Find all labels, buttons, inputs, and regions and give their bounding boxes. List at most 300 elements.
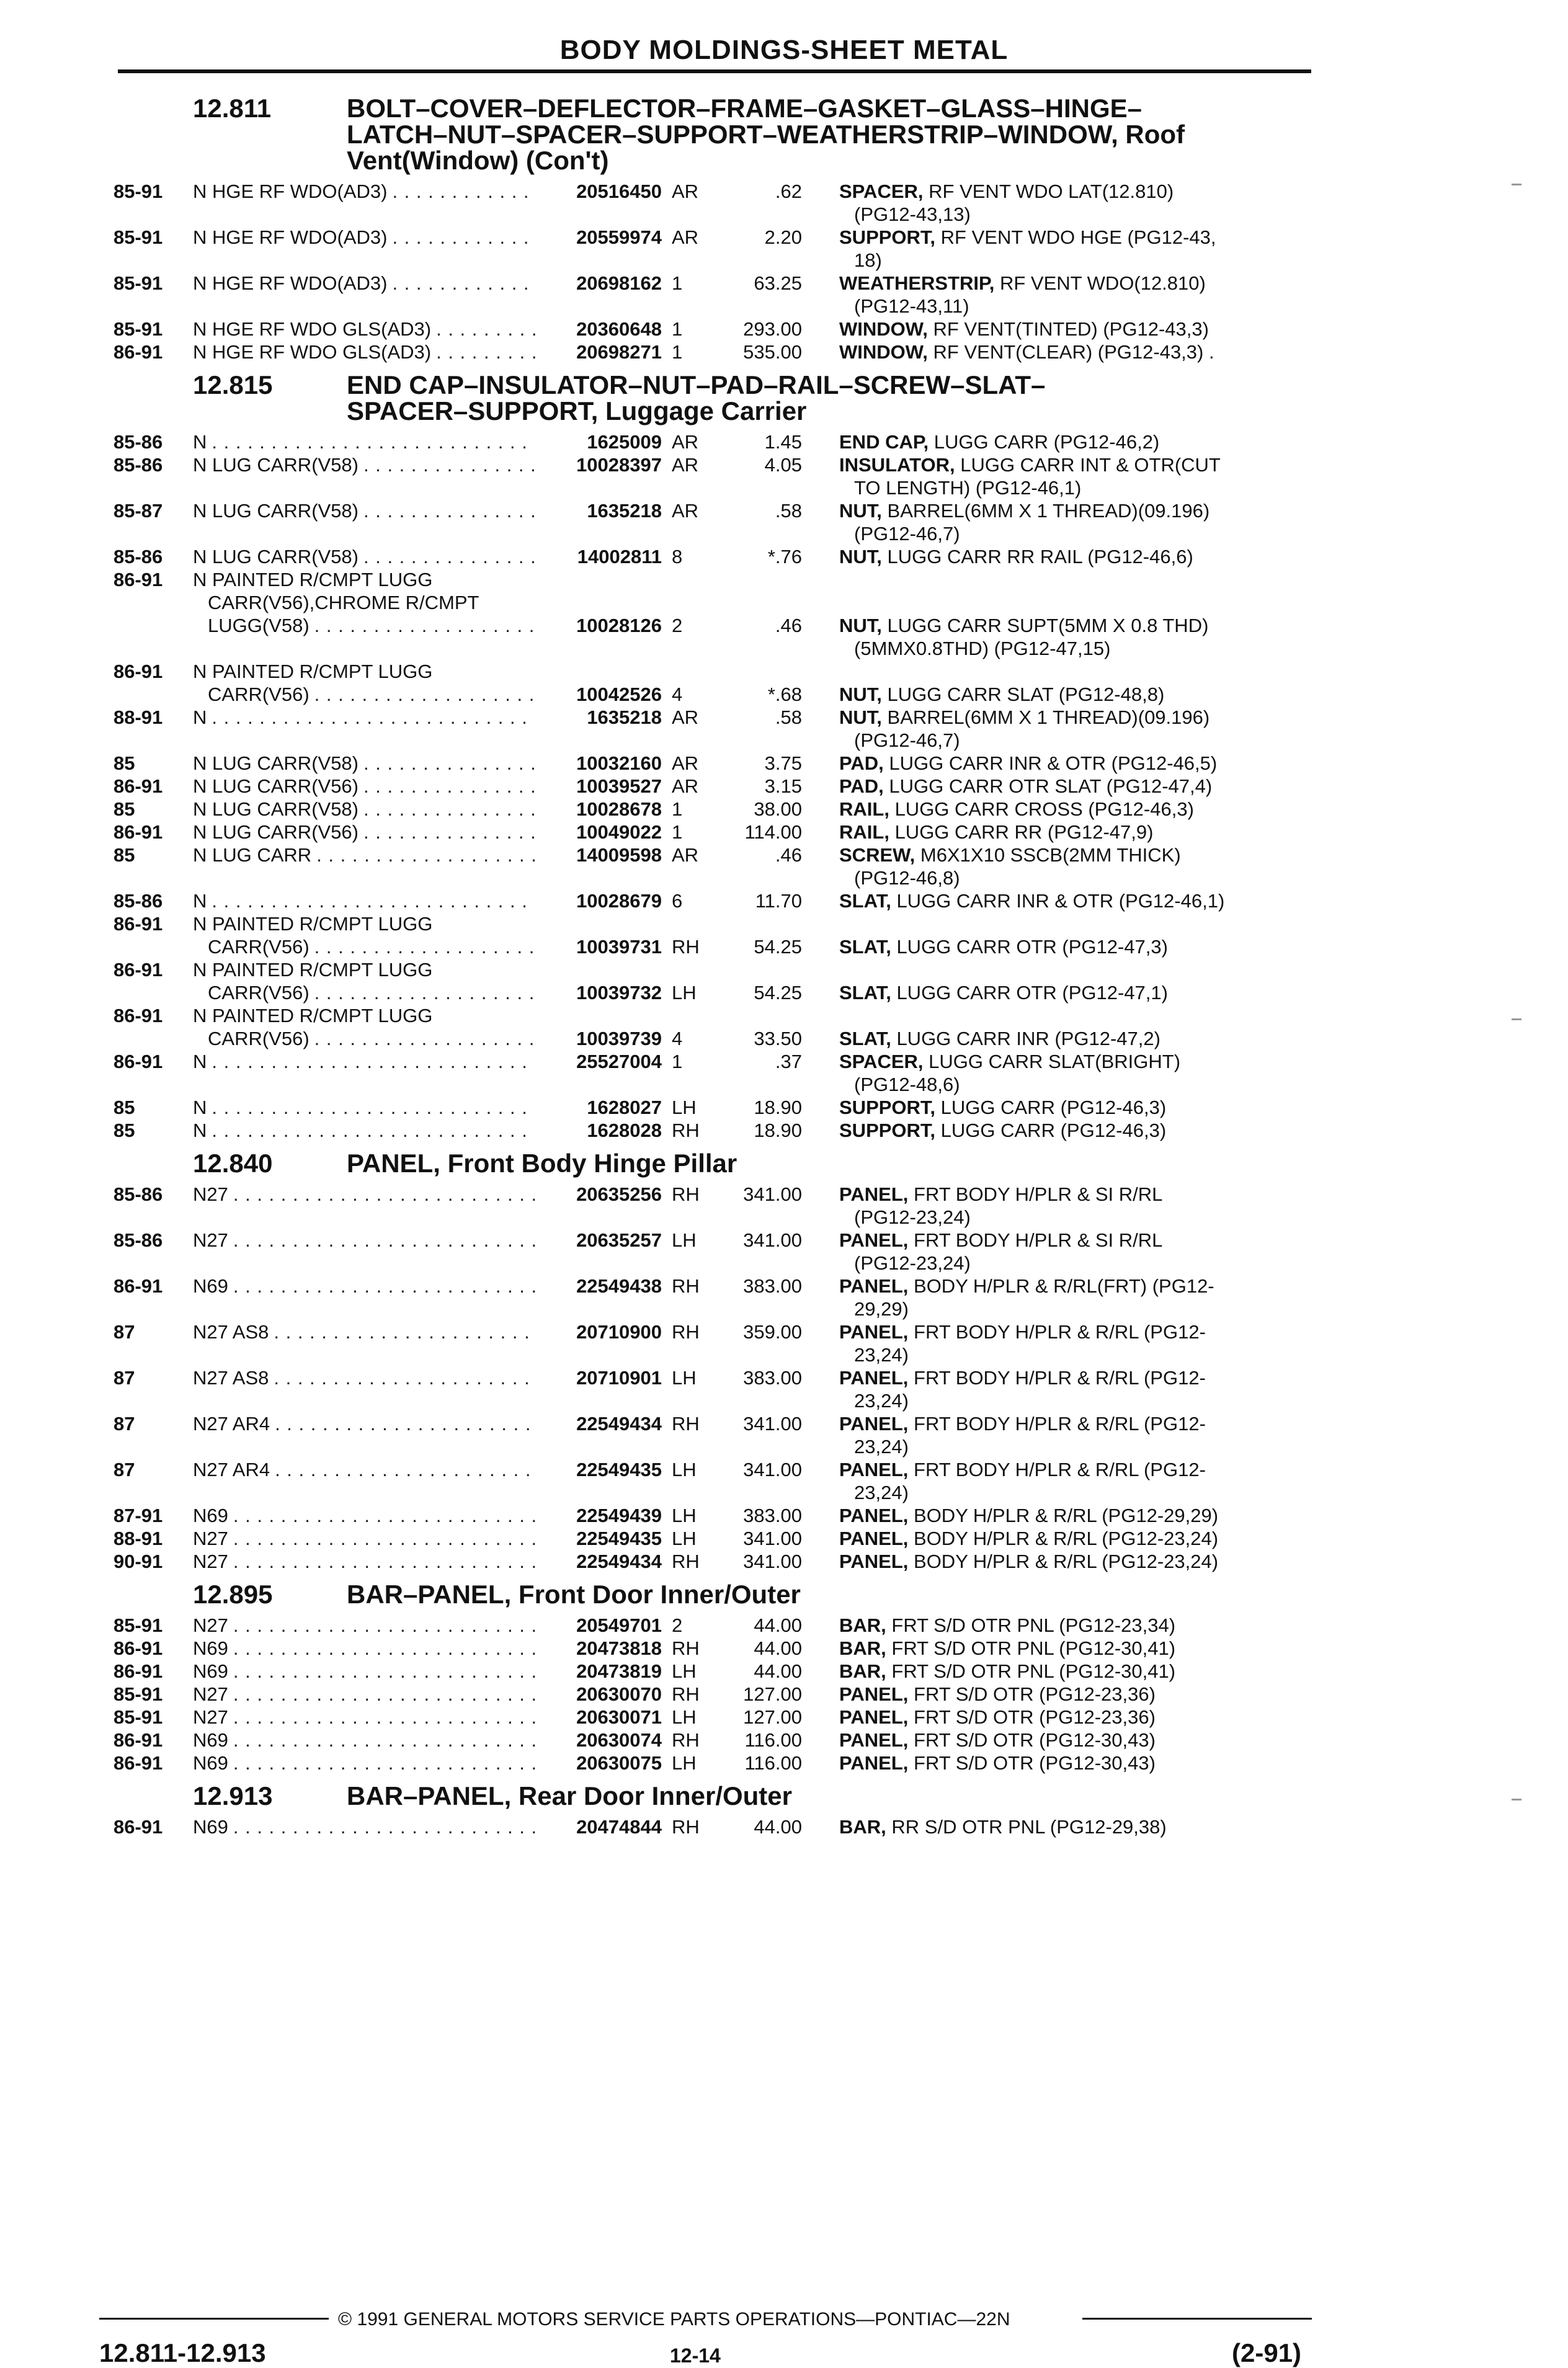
part-row	[114, 1660, 1317, 1683]
part-entry	[114, 798, 1317, 821]
part-name: END CAP,	[839, 431, 929, 453]
application-cell	[193, 981, 540, 1004]
part-name-cell	[802, 1275, 1251, 1320]
quantity: AR	[672, 431, 699, 453]
price: .46	[775, 615, 802, 636]
application-cell	[193, 1027, 540, 1050]
spacer	[889, 821, 895, 843]
footer-revision-date: (2-91)	[1232, 2338, 1302, 2367]
quantity: AR	[672, 500, 699, 522]
part-description: BARREL(6MM X 1 THREAD)(09.196)	[887, 706, 1210, 728]
price: 341.00	[743, 1229, 802, 1251]
dot-leader	[274, 1320, 535, 1366]
spacer	[955, 454, 961, 476]
part-row	[114, 545, 1317, 568]
application-cell	[193, 1050, 540, 1096]
dot-leader	[314, 981, 535, 1004]
part-description-continued: 23,24)	[854, 1482, 909, 1503]
price: 3.15	[764, 775, 802, 797]
part-number: 20630074	[576, 1729, 662, 1751]
part-name: SUPPORT,	[839, 1097, 936, 1118]
part-number: 10028397	[576, 454, 662, 476]
part-entry	[114, 1815, 1317, 1838]
part-name: NUT,	[839, 546, 882, 568]
spacer	[908, 1729, 914, 1751]
part-description: LUGG CARR SLAT(BRIGHT)	[929, 1051, 1181, 1072]
section-title-line: BAR–PANEL, Rear Door Inner/Outer	[347, 1781, 792, 1810]
spacer	[908, 1367, 914, 1389]
part-description: LUGG CARR (PG12-46,3)	[940, 1119, 1167, 1141]
part-row	[114, 226, 1317, 272]
part-description: LUGG CARR INT & OTR(CUT	[960, 454, 1221, 476]
spacer	[935, 1119, 941, 1141]
dot-leader	[363, 545, 535, 568]
part-row	[114, 889, 1317, 912]
dot-leader	[363, 821, 535, 843]
part-row	[114, 568, 1317, 591]
part-description-continued: (PG12-23,24)	[854, 1252, 971, 1274]
part-name: INSULATOR,	[839, 454, 955, 476]
price: 383.00	[743, 1367, 802, 1389]
part-name: NUT,	[839, 615, 882, 636]
part-name: PANEL,	[839, 1367, 909, 1389]
spacer	[882, 706, 888, 728]
section-heading	[114, 372, 1317, 424]
dot-leader	[212, 1119, 535, 1142]
part-number: 1628027	[587, 1097, 662, 1118]
part-entry	[114, 1366, 1317, 1412]
model-year: 86-91	[114, 1816, 163, 1838]
model-year: 86-91	[114, 341, 163, 363]
part-number: 20474844	[576, 1816, 662, 1838]
dot-leader	[212, 1096, 535, 1119]
part-row	[114, 1366, 1317, 1412]
application-cell	[193, 1412, 540, 1458]
part-name: NUT,	[839, 706, 882, 728]
part-entry	[114, 1550, 1317, 1573]
part-name-cell	[802, 272, 1251, 318]
model-year: 85-86	[114, 546, 163, 568]
model-year: 85-91	[114, 1706, 163, 1728]
part-description: LUGG CARR OTR (PG12-47,1)	[896, 982, 1168, 1004]
part-row	[114, 935, 1317, 958]
part-description: M6X1X10 SSCB(2MM THICK)	[920, 844, 1181, 866]
dot-leader	[233, 1614, 535, 1637]
spacer	[908, 1321, 914, 1343]
part-name-cell	[802, 1752, 1251, 1774]
part-description: LUGG CARR RR RAIL (PG12-46,6)	[887, 546, 1193, 568]
part-row	[114, 1550, 1317, 1573]
part-row	[114, 1614, 1317, 1637]
model-year: 86-91	[114, 775, 163, 797]
application-text: N LUG CARR(V58)	[193, 798, 359, 820]
application-cell	[193, 1683, 540, 1706]
part-row	[114, 1637, 1317, 1660]
part-row	[114, 1320, 1317, 1366]
part-number: 1635218	[587, 706, 662, 728]
application-cell	[193, 1320, 540, 1366]
part-name-cell	[802, 1660, 1251, 1683]
quantity: LH	[672, 1097, 697, 1118]
quantity: RH	[672, 1413, 700, 1435]
part-description: FRT S/D OTR (PG12-23,36)	[914, 1683, 1156, 1705]
part-row	[114, 453, 1317, 499]
model-year	[114, 981, 193, 1004]
dot-leader	[314, 1027, 535, 1050]
application-cell	[193, 591, 540, 614]
part-row	[114, 1183, 1317, 1229]
spacer	[908, 1229, 914, 1251]
part-description: FRT S/D OTR (PG12-30,43)	[914, 1729, 1156, 1751]
part-row	[114, 1096, 1317, 1119]
quantity: 2	[672, 1614, 683, 1636]
spacer	[908, 1413, 914, 1435]
model-year: 86-91	[114, 1729, 163, 1751]
dot-leader	[314, 683, 535, 706]
dot-leader	[233, 1183, 535, 1229]
part-name: PANEL,	[839, 1729, 909, 1751]
quantity: AR	[672, 454, 699, 476]
spacer	[935, 226, 941, 248]
dot-leader	[274, 1366, 535, 1412]
footer-rule-left	[99, 2318, 329, 2320]
part-description: BODY H/PLR & R/RL(FRT) (PG12-	[914, 1275, 1214, 1297]
section-title	[347, 1151, 1317, 1177]
part-row	[114, 318, 1317, 341]
part-name-cell	[802, 545, 1251, 568]
application-cell	[193, 318, 540, 341]
margin-mark	[1512, 1799, 1521, 1800]
part-name-cell	[802, 499, 1251, 545]
part-name-cell	[802, 1183, 1251, 1229]
application-text: N LUG CARR(V58)	[193, 546, 359, 568]
quantity: LH	[672, 1706, 697, 1728]
application-cell	[193, 1527, 540, 1550]
part-number: 10028126	[576, 615, 662, 636]
section-title-line: Vent(Window) (Con't)	[347, 146, 609, 175]
part-description-continued: TO LENGTH) (PG12-46,1)	[854, 477, 1082, 499]
price: 54.25	[754, 936, 802, 958]
model-year: 85-91	[114, 226, 163, 248]
quantity: AR	[672, 752, 699, 774]
price: 4.05	[764, 454, 802, 476]
application-cell	[193, 568, 540, 591]
section-title-line: PANEL, Front Body Hinge Pillar	[347, 1149, 737, 1178]
footer-page-number: 12-14	[670, 2344, 721, 2367]
part-description: RF VENT(TINTED) (PG12-43,3)	[933, 318, 1209, 340]
section-heading	[114, 1783, 1317, 1809]
application-text: N27 AR4	[193, 1459, 270, 1480]
part-entry	[114, 1320, 1317, 1366]
spacer	[994, 272, 1000, 294]
part-entry	[114, 660, 1317, 706]
part-description: RF VENT(CLEAR) (PG12-43,3) .	[933, 341, 1214, 363]
dot-leader	[233, 1752, 535, 1774]
quantity: LH	[672, 1528, 697, 1549]
model-year	[114, 1027, 193, 1050]
part-name: SCREW,	[839, 844, 915, 866]
part-name: PANEL,	[839, 1528, 909, 1549]
dot-leader	[314, 614, 535, 660]
spacer	[882, 500, 888, 522]
part-description: FRT BODY H/PLR & R/RL (PG12-	[914, 1459, 1206, 1480]
part-description: LUGG CARR INR & OTR (PG12-46,5)	[889, 752, 1218, 774]
application-cell	[193, 683, 540, 706]
price: 18.90	[754, 1097, 802, 1118]
quantity: RH	[672, 1551, 700, 1572]
part-number: 20630071	[576, 1706, 662, 1728]
section-number: 12.815	[193, 370, 273, 399]
part-description: LUGG CARR RR (PG12-47,9)	[894, 821, 1154, 843]
part-row	[114, 1229, 1317, 1275]
spacer	[882, 546, 888, 568]
model-year: 85	[114, 1119, 135, 1141]
price: 383.00	[743, 1275, 802, 1297]
application-text: CARR(V56)	[208, 1028, 310, 1049]
part-description: FRT BODY H/PLR & R/RL (PG12-	[914, 1367, 1206, 1389]
part-name: SUPPORT,	[839, 1119, 936, 1141]
dot-leader	[212, 430, 535, 453]
application-cell	[193, 798, 540, 821]
model-year: 86-91	[114, 1637, 163, 1659]
application-text: N69	[193, 1816, 228, 1838]
quantity: RH	[672, 1637, 700, 1659]
part-description-continued: 23,24)	[854, 1436, 909, 1458]
price: 33.50	[754, 1028, 802, 1049]
price: 44.00	[754, 1660, 802, 1682]
part-name: PANEL,	[839, 1752, 909, 1774]
model-year: 85-86	[114, 454, 163, 476]
quantity: RH	[672, 1816, 700, 1838]
part-name-cell	[802, 1706, 1251, 1729]
application-cell	[193, 1637, 540, 1660]
part-number: 10028679	[576, 890, 662, 912]
part-row	[114, 1752, 1317, 1774]
part-entry	[114, 1527, 1317, 1550]
part-name-cell	[802, 798, 1251, 821]
model-year	[114, 683, 193, 706]
part-row	[114, 821, 1317, 843]
section-heading	[114, 1582, 1317, 1608]
page-header-title: BODY MOLDINGS-SHEET METAL	[559, 35, 1009, 65]
section-title	[347, 96, 1317, 174]
part-name-cell	[802, 1527, 1251, 1550]
part-name: PANEL,	[839, 1683, 909, 1705]
part-row	[114, 1683, 1317, 1706]
quantity: 6	[672, 890, 683, 912]
part-row	[114, 706, 1317, 752]
spacer	[908, 1683, 914, 1705]
footer-rule-right	[1082, 2318, 1312, 2320]
part-number: 20635257	[576, 1229, 662, 1251]
part-row	[114, 1027, 1317, 1050]
part-row	[114, 1458, 1317, 1504]
price: 535.00	[743, 341, 802, 363]
part-name-cell	[802, 1027, 1251, 1050]
quantity: RH	[672, 1729, 700, 1751]
part-number: 20360648	[576, 318, 662, 340]
part-number: 14009598	[576, 844, 662, 866]
application-cell	[193, 752, 540, 775]
part-entry	[114, 272, 1317, 318]
price: 116.00	[744, 1752, 802, 1774]
dot-leader	[436, 341, 535, 363]
dot-leader	[233, 1706, 535, 1729]
spacer	[928, 341, 933, 363]
dot-leader	[363, 798, 535, 821]
quantity: AR	[672, 226, 699, 248]
part-name-cell	[802, 706, 1251, 752]
model-year: 85-91	[114, 1614, 163, 1636]
part-row	[114, 1729, 1317, 1752]
price: 116.00	[744, 1729, 802, 1751]
part-description: LUGG CARR OTR SLAT (PG12-47,4)	[889, 775, 1213, 797]
application-cell	[193, 545, 540, 568]
dot-leader	[212, 706, 535, 752]
part-entry	[114, 821, 1317, 843]
application-text: N HGE RF WDO GLS(AD3)	[193, 341, 432, 363]
section-title	[347, 1582, 1317, 1608]
quantity: LH	[672, 982, 697, 1004]
part-description: BODY H/PLR & R/RL (PG12-23,24)	[914, 1528, 1219, 1549]
part-number: 20710901	[576, 1367, 662, 1389]
part-description: LUGG CARR SLAT (PG12-48,8)	[887, 683, 1165, 705]
part-row	[114, 1412, 1317, 1458]
part-name-cell	[802, 935, 1251, 958]
dot-leader	[275, 1412, 535, 1458]
price: 114.00	[744, 821, 802, 843]
part-entry	[114, 1275, 1317, 1320]
application-text: N	[193, 890, 207, 912]
application-text: N27	[193, 1229, 228, 1251]
quantity: 2	[672, 615, 683, 636]
model-year: 85-86	[114, 890, 163, 912]
part-name: WINDOW,	[839, 341, 928, 363]
part-number: 10028678	[576, 798, 662, 820]
application-cell	[193, 1504, 540, 1527]
model-year: 87	[114, 1367, 135, 1389]
model-year: 87	[114, 1413, 135, 1435]
model-year: 86-91	[114, 821, 163, 843]
part-row	[114, 614, 1317, 660]
part-name: SLAT,	[839, 936, 891, 958]
part-description-continued: (PG12-46,7)	[854, 523, 960, 545]
application-cell	[193, 912, 540, 935]
application-text: N27	[193, 1528, 228, 1549]
part-name: BAR,	[839, 1637, 886, 1659]
application-text: N PAINTED R/CMPT LUGG	[193, 569, 433, 590]
dot-leader	[233, 1275, 535, 1320]
part-name: PANEL,	[839, 1505, 909, 1526]
quantity: 1	[672, 1051, 683, 1072]
part-entry	[114, 1637, 1317, 1660]
part-description-continued: (PG12-46,7)	[854, 729, 960, 751]
part-name-cell	[802, 614, 1251, 660]
header-rule	[118, 69, 1311, 73]
part-name-cell	[802, 1320, 1251, 1366]
part-number: 14002811	[577, 546, 662, 568]
section-heading	[114, 96, 1317, 174]
part-entry	[114, 1683, 1317, 1706]
spacer	[908, 1551, 914, 1572]
application-text: N69	[193, 1505, 228, 1526]
quantity: AR	[672, 844, 699, 866]
application-text: N69	[193, 1637, 228, 1659]
part-name-cell	[802, 1683, 1251, 1706]
quantity: 8	[672, 546, 683, 568]
application-text: CARR(V56)	[208, 936, 310, 958]
model-year: 90-91	[114, 1551, 163, 1572]
margin-mark	[1512, 184, 1521, 185]
quantity: LH	[672, 1229, 697, 1251]
application-cell	[193, 272, 540, 318]
part-name: PAD,	[839, 775, 884, 797]
price: 341.00	[743, 1528, 802, 1549]
price: 341.00	[743, 1183, 802, 1205]
part-entry	[114, 453, 1317, 499]
part-name: PANEL,	[839, 1459, 909, 1480]
part-number: 20630075	[576, 1752, 662, 1774]
part-number: 20473818	[576, 1637, 662, 1659]
part-description-continued: (PG12-43,11)	[854, 295, 969, 317]
quantity: LH	[672, 1505, 697, 1526]
part-entry	[114, 1004, 1317, 1050]
part-entry	[114, 499, 1317, 545]
application-text: N27	[193, 1614, 228, 1636]
application-text: N HGE RF WDO(AD3)	[193, 180, 388, 202]
section-number: 12.895	[193, 1580, 273, 1609]
part-entry	[114, 843, 1317, 889]
application-text: N LUG CARR(V56)	[193, 775, 359, 797]
part-name-cell	[802, 1729, 1251, 1752]
part-row	[114, 1004, 1317, 1027]
part-description: FRT BODY H/PLR & R/RL (PG12-	[914, 1413, 1206, 1435]
dot-leader	[363, 775, 535, 798]
price: 341.00	[743, 1551, 802, 1572]
application-text: N LUG CARR	[193, 844, 312, 866]
part-name-cell	[802, 1412, 1251, 1458]
price: 44.00	[754, 1614, 802, 1636]
part-row	[114, 180, 1317, 226]
part-row	[114, 1706, 1317, 1729]
price: 127.00	[743, 1683, 802, 1705]
dot-leader	[233, 1660, 535, 1683]
price: 359.00	[743, 1321, 802, 1343]
part-name-cell	[802, 453, 1251, 499]
application-text: N27	[193, 1683, 228, 1705]
part-entry	[114, 889, 1317, 912]
part-row	[114, 1119, 1317, 1142]
application-cell	[193, 430, 540, 453]
model-year: 87	[114, 1459, 135, 1480]
quantity: 4	[672, 1028, 683, 1049]
part-name: PANEL,	[839, 1413, 909, 1435]
quantity: 4	[672, 683, 683, 705]
application-text: N HGE RF WDO GLS(AD3)	[193, 318, 432, 340]
section-title-line: END CAP–INSULATOR–NUT–PAD–RAIL–SCREW–SLAT–	[347, 370, 1046, 399]
dot-leader	[363, 453, 535, 499]
application-cell	[193, 706, 540, 752]
dot-leader	[233, 1229, 535, 1275]
part-number: 1628028	[587, 1119, 662, 1141]
part-name-cell	[802, 821, 1251, 843]
part-name-cell	[802, 1815, 1251, 1838]
spacer	[908, 1505, 914, 1526]
part-number: 22549438	[576, 1275, 662, 1297]
spacer	[908, 1706, 914, 1728]
price: 63.25	[754, 272, 802, 294]
margin-mark	[1512, 1018, 1521, 1020]
